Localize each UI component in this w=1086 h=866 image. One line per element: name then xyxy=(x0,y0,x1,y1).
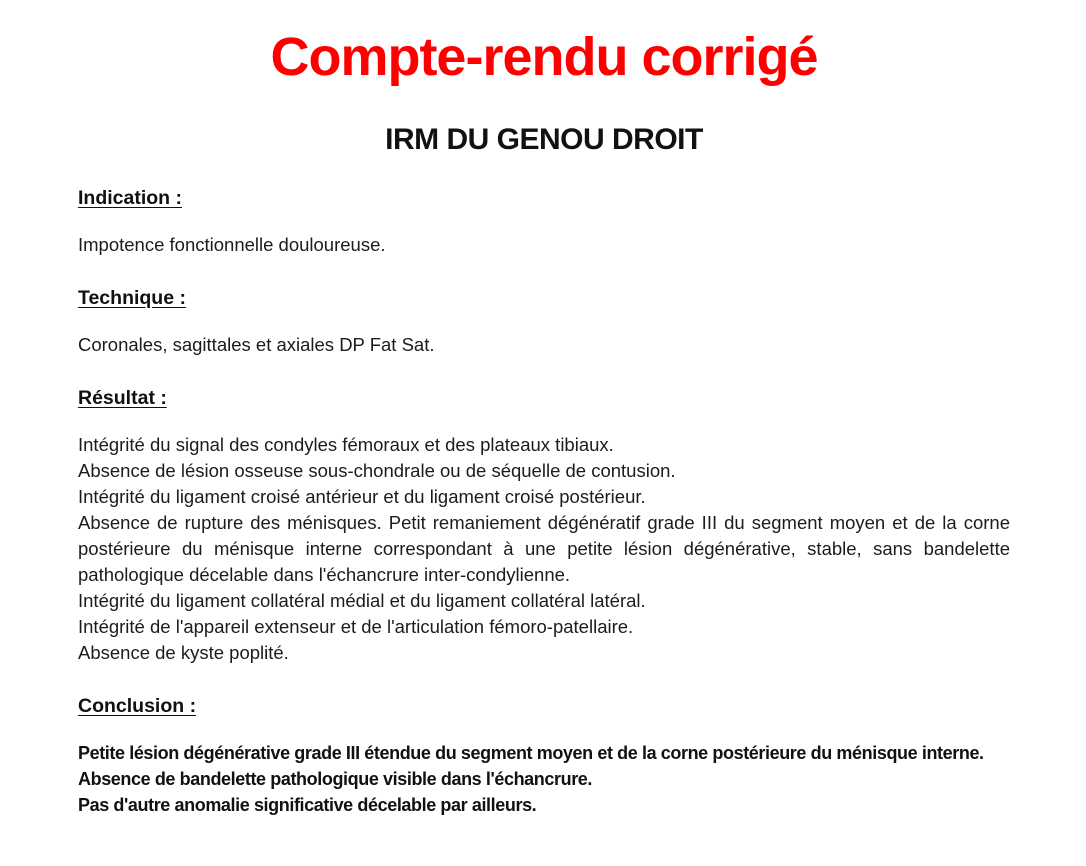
section-resultat xyxy=(78,386,1010,666)
conclusion-line-2: Absence de bandelette pathologique visible dans l'échancrure. xyxy=(78,769,593,789)
conclusion-line-3: Pas d'autre anomalie significative décelable par ailleurs. xyxy=(78,795,537,815)
result-line-5: Intégrité de l'appareil extenseur et de l'articulation fémoro-patellaire. xyxy=(78,616,634,637)
section-technique xyxy=(78,286,1010,358)
result-line-4: Intégrité du ligament collatéral médial et du ligament collatéral latéral. xyxy=(78,590,646,611)
conclusion-text xyxy=(78,740,1010,818)
document-title: Compte-rendu corrigé xyxy=(270,27,818,87)
indication-text: Impotence fonctionnelle douloureuse. xyxy=(78,234,386,255)
result-line-1: Intégrité du signal des condyles fémoraux et des plateaux tibiaux. xyxy=(78,434,614,455)
result-paragraph-menisques: Absence de rupture des ménisques. Petit remaniement dégénératif grade III du segment moyen et de la corne postérieure du ménisque interne correspondant à une petite lésion dégénérative, stable, sans bandelette pathologique décelable dans l'échancrure inter-condylienne. xyxy=(78,512,1010,585)
technique-heading: Technique : xyxy=(78,287,186,309)
technique-text: Coronales, sagittales et axiales DP Fat Sat. xyxy=(78,334,435,355)
resultat-heading: Résultat : xyxy=(78,387,167,409)
conclusion-line-1: Petite lésion dégénérative grade III étendue du segment moyen et de la corne postérieure du ménisque interne. xyxy=(78,743,984,763)
indication-heading: Indication : xyxy=(78,187,182,209)
section-conclusion xyxy=(78,694,1010,818)
exam-title: IRM DU GENOU DROIT xyxy=(385,123,703,156)
result-line-2: Absence de lésion osseuse sous-chondrale ou de séquelle de contusion. xyxy=(78,460,676,481)
result-line-6: Absence de kyste poplité. xyxy=(78,642,289,663)
conclusion-heading: Conclusion : xyxy=(78,695,197,717)
resultat-findings xyxy=(78,432,1010,666)
section-indication xyxy=(78,186,1010,258)
result-line-3: Intégrité du ligament croisé antérieur et du ligament croisé postérieur. xyxy=(78,486,646,507)
